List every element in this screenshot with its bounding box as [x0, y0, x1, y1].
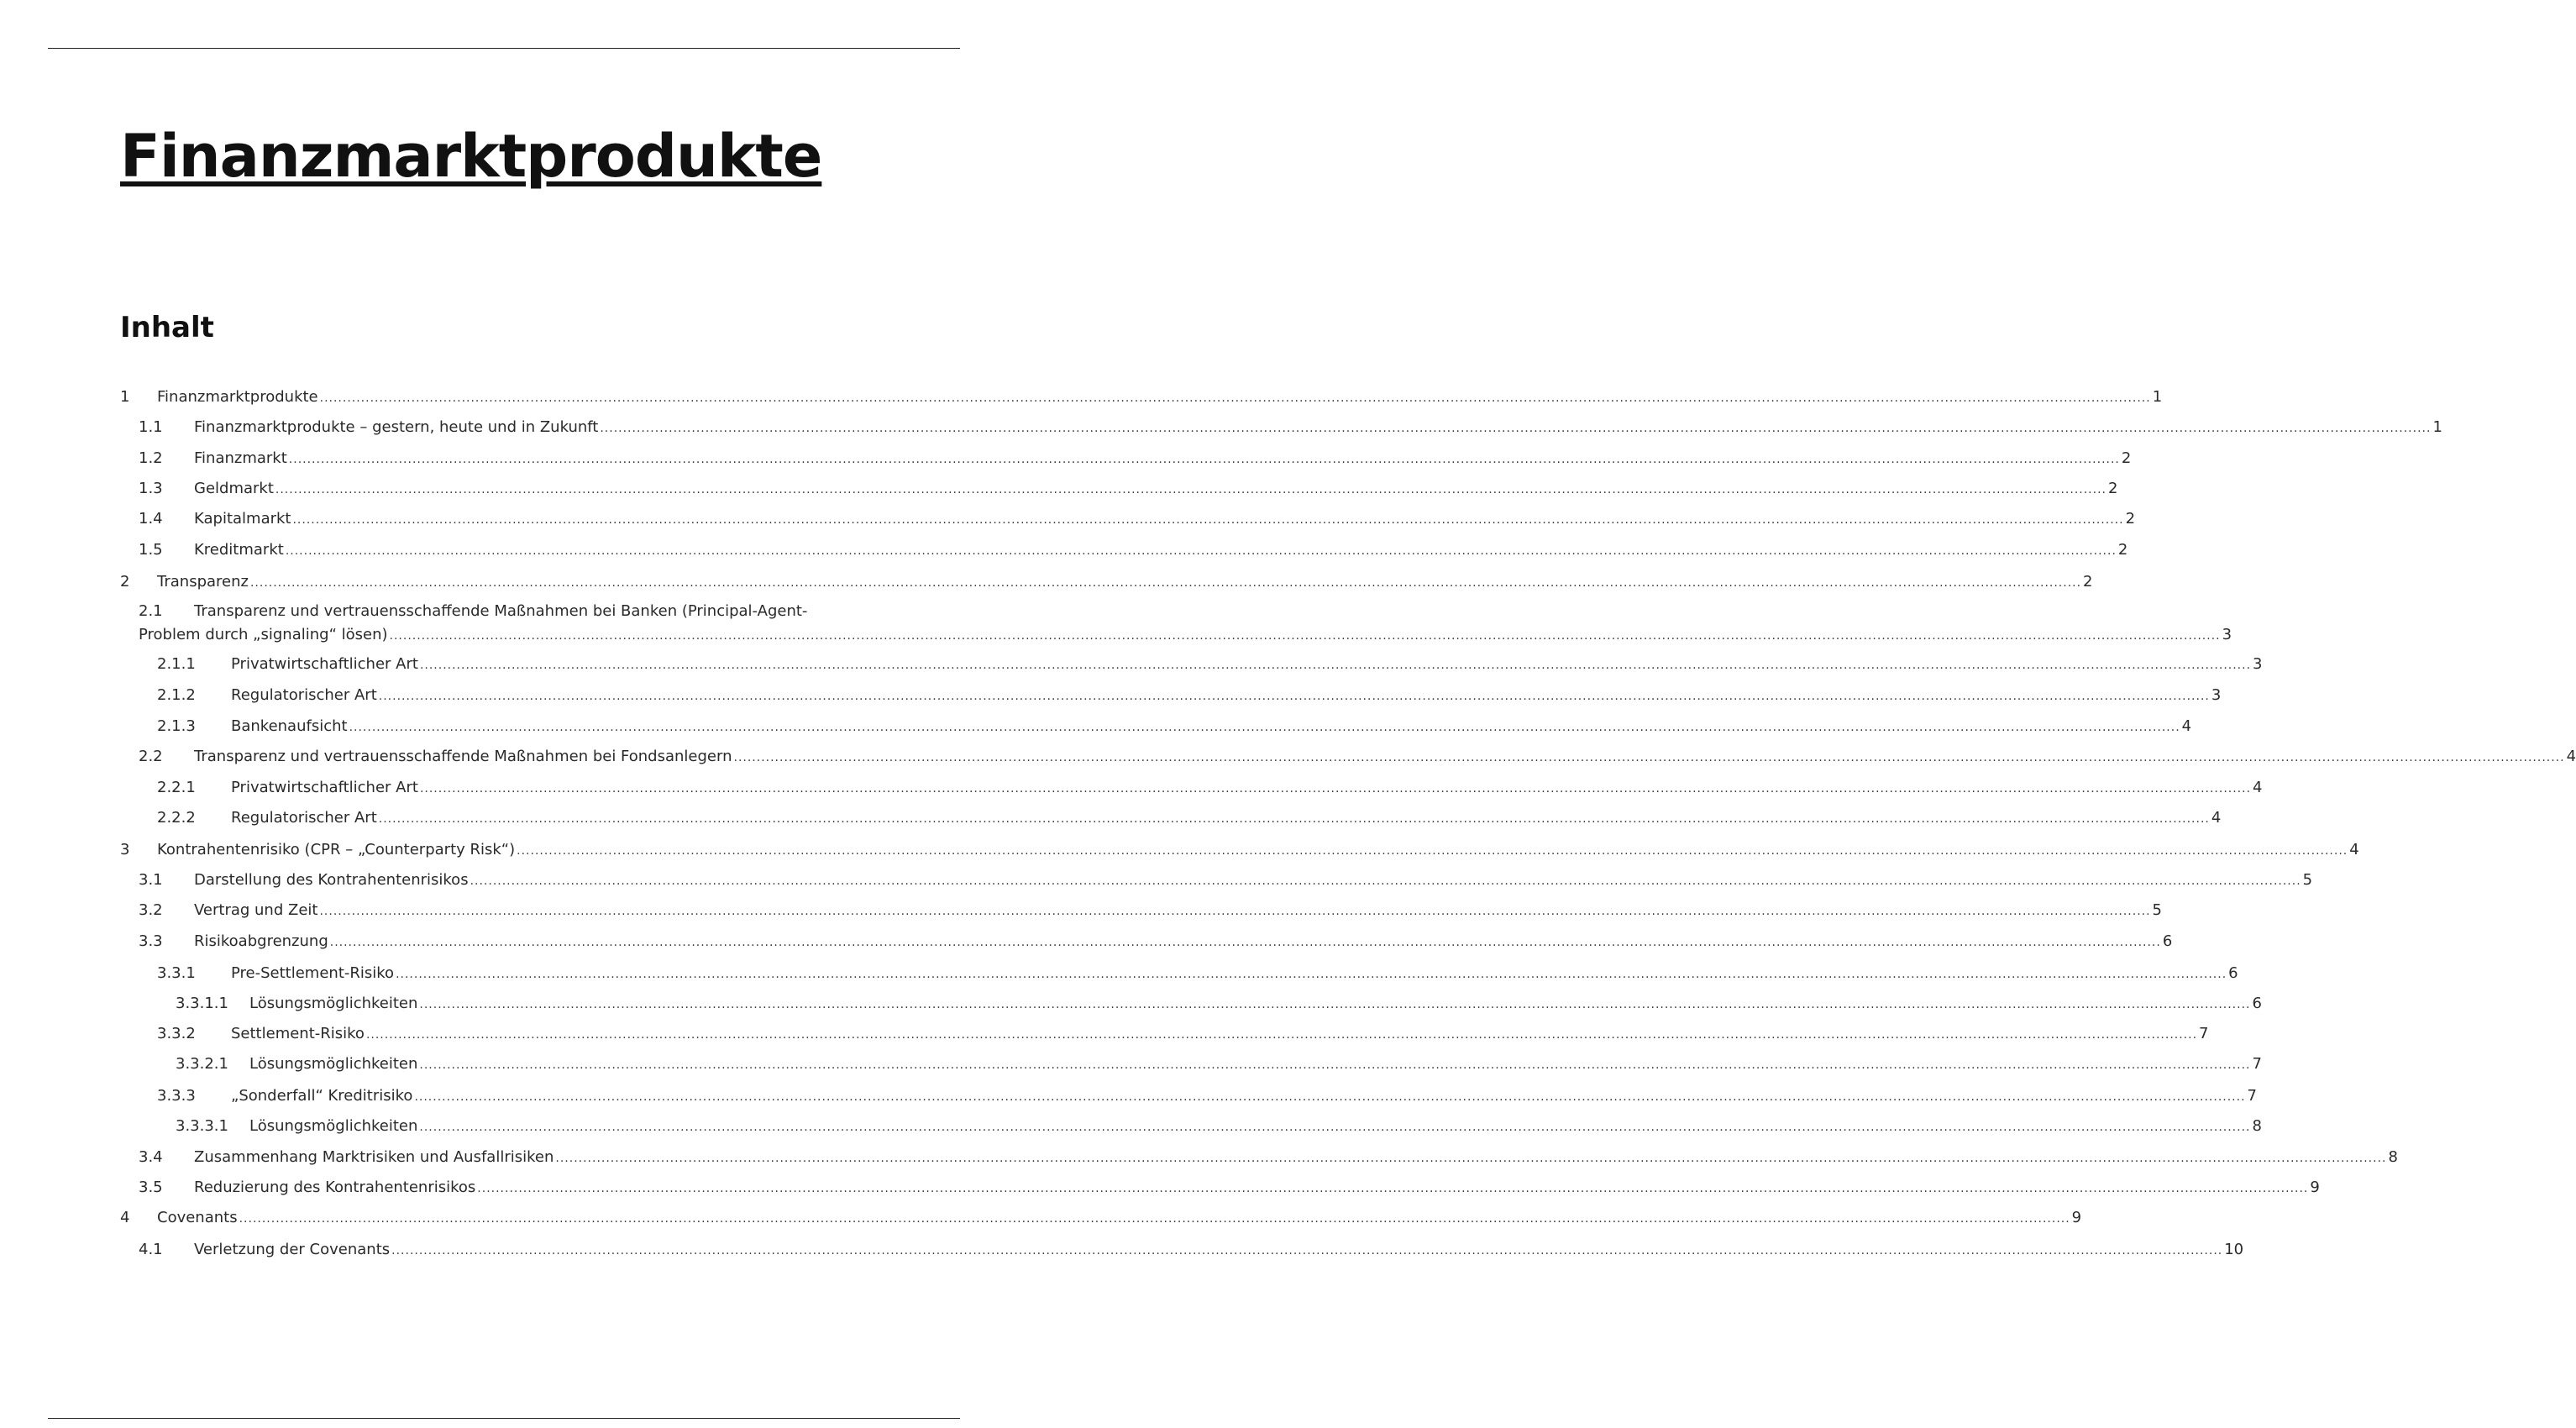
- toc-leader-dots: ................................................................................................................................................................................................................................................................................................................................................................................................................: [319, 391, 2151, 405]
- toc-entry-page: 7: [2247, 1087, 2257, 1105]
- toc-entry-number: 3.3.2: [157, 1025, 196, 1042]
- toc-entry-number: 1.5: [139, 541, 163, 559]
- toc-entry-page: 10: [2224, 1241, 2244, 1258]
- toc-entry-title: Lösungsmöglichkeiten: [249, 995, 418, 1012]
- toc-leader-dots: ................................................................................................................................................................................................................................................................................................................................................................................................................: [378, 812, 2210, 826]
- toc-entry-page: 4: [2181, 717, 2192, 735]
- toc-leader-dots: ................................................................................................................................................................................................................................................................................................................................................................................................................: [733, 751, 2565, 764]
- toc-entry-page: 4: [2253, 779, 2263, 796]
- toc-entry-page: 2: [2125, 510, 2136, 528]
- toc-entry-page: 9: [2310, 1179, 2320, 1196]
- toc-leader-dots: ................................................................................................................................................................................................................................................................................................................................................................................................................: [292, 513, 2124, 527]
- toc-leader-dots: ................................................................................................................................................................................................................................................................................................................................................................................................................: [414, 1090, 2246, 1104]
- toc-leader-dots: ................................................................................................................................................................................................................................................................................................................................................................................................................: [419, 1121, 2251, 1134]
- toc-entry-page: 4: [2349, 841, 2359, 858]
- toc-entry-title: Covenants: [157, 1209, 238, 1226]
- toc-entry-title: Geldmarkt: [194, 480, 274, 497]
- toc-leader-dots: ................................................................................................................................................................................................................................................................................................................................................................................................................: [365, 1028, 2198, 1042]
- toc-entry[interactable]: [120, 683, 2222, 708]
- toc-entry[interactable]: [120, 929, 2173, 954]
- toc-entry-title: Transparenz und vertrauensschaffende Maßnahmen bei Banken (Principal-Agent-: [194, 602, 808, 620]
- toc-leader-dots: ................................................................................................................................................................................................................................................................................................................................................................................................................: [419, 998, 2251, 1011]
- toc-entry-title: Zusammenhang Marktrisiken und Ausfallrisiken: [194, 1148, 554, 1166]
- toc-entry[interactable]: [120, 775, 2263, 801]
- toc-entry-title: Finanzmarkt: [194, 449, 287, 467]
- toc-entry-page: 8: [2388, 1148, 2398, 1166]
- toc-heading: Inhalt: [120, 311, 214, 344]
- toc-entry-page: 2: [2083, 573, 2093, 591]
- toc-entry-title: Transparenz: [157, 573, 249, 591]
- toc-leader-dots: ................................................................................................................................................................................................................................................................................................................................................................................................................: [275, 483, 2106, 496]
- toc-entry-number: 3.5: [139, 1179, 163, 1196]
- toc-entry-title: Privatwirtschaftlicher Art: [231, 655, 418, 673]
- toc-entry-page: 2: [2121, 449, 2132, 467]
- toc-entry-title: Vertrag und Zeit: [194, 901, 318, 919]
- toc-entry-page: 7: [2199, 1025, 2209, 1042]
- toc-entry-number: 1.4: [139, 510, 163, 528]
- toc-entry[interactable]: [120, 898, 2162, 923]
- toc-entry-page: 1: [2432, 418, 2442, 436]
- toc-entry-page: 5: [2152, 901, 2162, 919]
- toc-entry-page: 8: [2252, 1117, 2262, 1135]
- toc-leader-dots: ................................................................................................................................................................................................................................................................................................................................................................................................................: [378, 690, 2210, 703]
- toc-entry-title: Darstellung des Kontrahentenrisikos: [194, 871, 469, 889]
- toc-entry[interactable]: [120, 1237, 2244, 1263]
- toc-entry-page: 4: [2566, 748, 2576, 765]
- toc-entry-title: Kontrahentenrisiko (CPR – „Counterparty Risk“): [157, 841, 516, 858]
- toc-entry[interactable]: [120, 446, 2132, 471]
- toc-entry-number: 3.3: [139, 932, 163, 950]
- toc-entry-number: 3.3.1.1: [176, 995, 228, 1012]
- toc-entry-number: 3: [120, 841, 130, 858]
- toc-leader-dots: ................................................................................................................................................................................................................................................................................................................................................................................................................: [600, 422, 2432, 435]
- toc-leader-dots: ................................................................................................................................................................................................................................................................................................................................................................................................................: [349, 721, 2180, 734]
- toc-entry[interactable]: [120, 570, 2093, 595]
- toc-entry[interactable]: [120, 1052, 2262, 1077]
- toc-entry-page: 4: [2211, 809, 2222, 827]
- toc-leader-dots: ................................................................................................................................................................................................................................................................................................................................................................................................................: [419, 659, 2252, 672]
- toc-entry[interactable]: [120, 1021, 2209, 1047]
- toc-entry-title: Settlement-Risiko: [231, 1025, 365, 1042]
- toc-entry-page: 6: [2252, 995, 2262, 1012]
- toc-leader-dots: ................................................................................................................................................................................................................................................................................................................................................................................................................: [396, 968, 2227, 981]
- toc-leader-dots: ................................................................................................................................................................................................................................................................................................................................................................................................................: [419, 1058, 2251, 1072]
- toc-leader-dots: ................................................................................................................................................................................................................................................................................................................................................................................................................: [419, 782, 2252, 795]
- toc-entry-number: 3.3.2.1: [176, 1055, 228, 1073]
- toc-entry-number: 4.1: [139, 1241, 163, 1258]
- toc-entry-number: 3.2: [139, 901, 163, 919]
- toc-leader-dots: ................................................................................................................................................................................................................................................................................................................................................................................................................: [470, 874, 2301, 888]
- toc-entry[interactable]: [120, 744, 2576, 769]
- toc-entry[interactable]: [120, 961, 2238, 986]
- toc-entry[interactable]: [120, 538, 2128, 563]
- toc-entry-number: 1.1: [139, 418, 163, 436]
- toc-leader-dots: ................................................................................................................................................................................................................................................................................................................................................................................................................: [288, 453, 2120, 466]
- toc-leader-dots: ................................................................................................................................................................................................................................................................................................................................................................................................................: [329, 936, 2161, 949]
- toc-entry-number: 2.2: [139, 748, 163, 765]
- toc-entry-page: 5: [2302, 871, 2313, 889]
- toc-entry-title: Finanzmarktprodukte – gestern, heute und in Zukunft: [194, 418, 599, 436]
- toc-entry[interactable]: [120, 1114, 2262, 1139]
- toc-entry[interactable]: [120, 991, 2262, 1016]
- toc-entry-number: 3.3.3.1: [176, 1117, 228, 1135]
- toc-entry-number: 2.1.3: [157, 717, 196, 735]
- toc-entry-title: „Sonderfall“ Kreditrisiko: [231, 1087, 413, 1105]
- toc-entry-number: 3.3.3: [157, 1087, 196, 1105]
- toc-entry-page: 6: [2162, 932, 2173, 950]
- toc-entry[interactable]: [120, 868, 2313, 893]
- toc-entry[interactable]: [120, 1084, 2257, 1109]
- toc-entry-page: 3: [2222, 626, 2232, 643]
- toc-leader-dots: ................................................................................................................................................................................................................................................................................................................................................................................................................: [391, 1244, 2223, 1257]
- toc-entry-page: 2: [2117, 541, 2128, 559]
- toc-leader-dots: ................................................................................................................................................................................................................................................................................................................................................................................................................: [517, 844, 2348, 858]
- toc-leader-dots: ................................................................................................................................................................................................................................................................................................................................................................................................................: [239, 1212, 2070, 1226]
- toc-entry-page: 7: [2252, 1055, 2262, 1073]
- toc-leader-dots: ................................................................................................................................................................................................................................................................................................................................................................................................................: [249, 576, 2082, 590]
- toc-entry[interactable]: [120, 1145, 2398, 1170]
- toc-entry-page: 3: [2211, 686, 2222, 704]
- toc-entry[interactable]: [120, 415, 2442, 440]
- toc-entry-page: 9: [2071, 1209, 2082, 1226]
- toc-entry-number: 2.2.2: [157, 809, 196, 827]
- toc-entry[interactable]: [120, 1175, 2320, 1200]
- toc-entry-title: Finanzmarktprodukte: [157, 388, 318, 406]
- toc-entry-page: 3: [2253, 655, 2263, 673]
- toc-entry-number: 1.3: [139, 480, 163, 497]
- toc-entry-title: Reduzierung des Kontrahentenrisikos: [194, 1179, 476, 1196]
- toc-entry[interactable]: [120, 652, 2263, 677]
- toc-entry-number: 2.1.2: [157, 686, 196, 704]
- toc-leader-dots: ................................................................................................................................................................................................................................................................................................................................................................................................................: [477, 1182, 2309, 1195]
- toc-entry-title: Pre-Settlement-Risiko: [231, 964, 395, 982]
- toc-entry-title: Kreditmarkt: [194, 541, 284, 559]
- toc-entry[interactable]: [120, 385, 2163, 410]
- toc-entry-number: 3.1: [139, 871, 163, 889]
- toc-leader-dots: ................................................................................................................................................................................................................................................................................................................................................................................................................: [285, 544, 2117, 558]
- toc-entry-page: 6: [2228, 964, 2238, 982]
- toc-entry-number: 1: [120, 388, 130, 406]
- toc-entry-title: Risikoabgrenzung: [194, 932, 328, 950]
- toc-leader-dots: ................................................................................................................................................................................................................................................................................................................................................................................................................: [319, 905, 2151, 918]
- toc-entry-number: 1.2: [139, 449, 163, 467]
- document-title: Finanzmarktprodukte: [120, 122, 822, 191]
- toc-entry-number: 3.3.1: [157, 964, 196, 982]
- toc-leader-dots: ................................................................................................................................................................................................................................................................................................................................................................................................................: [555, 1152, 2387, 1165]
- toc-entry[interactable]: [120, 806, 2222, 831]
- toc-entry-number: 2.1.1: [157, 655, 196, 673]
- toc-entry-page: 1: [2152, 388, 2163, 406]
- footer-rule: [48, 1418, 960, 1419]
- toc-entry-title: Bankenaufsicht: [231, 717, 348, 735]
- toc-entry-title: Privatwirtschaftlicher Art: [231, 779, 418, 796]
- toc-entry-title: Regulatorischer Art: [231, 809, 377, 827]
- toc-entry-title: Lösungsmöglichkeiten: [249, 1117, 418, 1135]
- toc-entry-number: 2: [120, 573, 130, 591]
- header-rule: [48, 48, 960, 49]
- toc-entry-title-continued: Problem durch „signaling“ lösen): [139, 626, 388, 643]
- toc-entry[interactable]: [120, 714, 2192, 739]
- toc-entry[interactable]: [120, 476, 2118, 501]
- toc-entry[interactable]: [120, 600, 2232, 648]
- toc-leader-dots: ................................................................................................................................................................................................................................................................................................................................................................................................................: [389, 629, 2221, 643]
- toc-entry-title: Transparenz und vertrauensschaffende Maßnahmen bei Fondsanlegern: [194, 748, 732, 765]
- toc-entry-number: 3.4: [139, 1148, 163, 1166]
- toc-entry-number: 2.2.1: [157, 779, 196, 796]
- toc-entry[interactable]: [120, 1205, 2082, 1231]
- toc-entry-title: Verletzung der Covenants: [194, 1241, 391, 1258]
- toc-entry-title: Lösungsmöglichkeiten: [249, 1055, 418, 1073]
- toc-entry-number: 4: [120, 1209, 130, 1226]
- toc-entry[interactable]: [120, 507, 2136, 532]
- toc-entry[interactable]: [120, 837, 2359, 863]
- toc-entry-page: 2: [2107, 480, 2118, 497]
- toc-entry-title: Kapitalmarkt: [194, 510, 291, 528]
- toc-entry-number: 2.1: [139, 602, 163, 620]
- toc-entry-title: Regulatorischer Art: [231, 686, 377, 704]
